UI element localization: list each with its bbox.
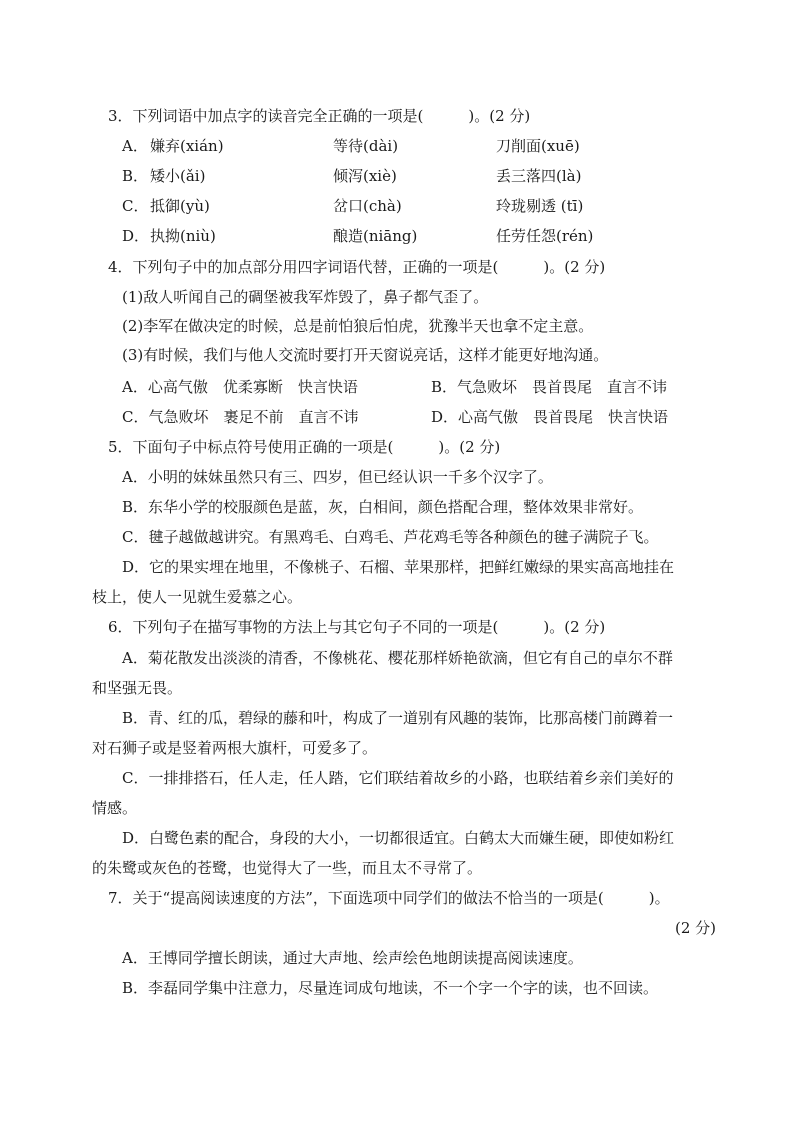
q6-option-b-line2: 对石狮子或是竖着两根大旗杆，可爱多了。: [92, 739, 378, 757]
q6-option-c-line1: C．一排排搭石，任人走，任人踏，它们联结着故乡的小路，也联结着乡亲们美好的: [122, 769, 674, 787]
q3-c-word2: 岔口(chà): [333, 197, 402, 215]
q6-option-b-line1: B．青、红的瓜，碧绿的藤和叶，构成了一道别有风趣的装饰，比那高楼门前蹲着一: [122, 709, 674, 727]
q5-option-a: A．小明的妹妹虽然只有三、四岁，但已经认识一千多个汉字了。: [122, 468, 553, 486]
q4-option-c: C．气急败坏 裹足不前 直言不讳: [122, 408, 359, 426]
q3-c-label: C．: [122, 197, 149, 215]
q7-option-b: B．李磊同学集中注意力，尽量连词成句地读，不一个字一个字的读，也不回读。: [122, 979, 659, 997]
q4-option-d: D．心高气傲 畏首畏尾 快言快语: [431, 408, 669, 426]
q3-d-word2: 酿造(niāng): [333, 227, 418, 245]
q3-c-word1: 抵御(yù): [150, 197, 210, 215]
q6-option-a-line2: 和坚强无畏。: [92, 679, 183, 697]
q6-option-a-line1: A．菊花散发出淡淡的清香，不像桃花、樱花那样娇艳欲滴，但它有自己的卓尔不群: [122, 649, 673, 667]
q5-option-c: C．毽子越做越讲究。有黑鸡毛、白鸡毛、芦花鸡毛等各种颜色的毽子满院子飞。: [122, 528, 659, 546]
q3-d-label: D．: [122, 227, 150, 245]
q3-d-word3: 任劳任怨(rén): [496, 227, 594, 245]
q4-sentence-1: (1)敌人听闻自己的碉堡被我军炸毁了，鼻子都气歪了。: [122, 288, 489, 306]
q6-option-c-line2: 情感。: [92, 799, 138, 817]
q4-option-b: B．气急败坏 畏首畏尾 直言不讳: [431, 378, 668, 396]
q3-b-word1: 矮小(ǎi): [150, 167, 206, 185]
q7-option-a: A．王博同学擅长朗读，通过大声地、绘声绘色地朗读提高阅读速度。: [122, 949, 583, 967]
q5-option-d-line1: D．它的果实埋在地里，不像桃子、石榴、苹果那样，把鲜红嫩绿的果实高高地挂在: [122, 558, 675, 576]
q3-stem: 3．下列词语中加点字的读音完全正确的一项是( )。(2 分): [108, 107, 531, 125]
q3-b-label: B．: [122, 167, 149, 185]
q7-score: (2 分): [674, 919, 716, 937]
q6-stem: 6．下列句子在描写事物的方法上与其它句子不同的一项是( )。(2 分): [108, 618, 606, 636]
q6-option-d-line2: 的朱鹭或灰色的苍鹭，也觉得大了一些，而且太不寻常了。: [92, 859, 483, 877]
q3-a-word1: 嫌弃(xián): [150, 137, 224, 155]
q4-stem: 4．下列句子中的加点部分用四字词语代替，正确的一项是( )。(2 分): [108, 258, 606, 276]
q3-b-word3: 丢三落四(là): [496, 167, 582, 185]
q5-stem: 5．下面句子中标点符号使用正确的一项是( )。(2 分): [108, 438, 501, 456]
q5-option-d-line2: 枝上，使人一见就生爱慕之心。: [92, 588, 303, 606]
q3-c-word3: 玲珑剔透 (tī): [496, 197, 584, 215]
q3-d-word1: 执拗(niù): [150, 227, 216, 245]
q5-option-b: B．东华小学的校服颜色是蓝，灰，白相间，颜色搭配合理，整体效果非常好。: [122, 498, 644, 516]
q3-a-word2: 等待(dài): [333, 137, 399, 155]
q3-a-label: A．: [122, 137, 148, 155]
q4-sentence-2: (2)李军在做决定的时候，总是前怕狼后怕虎，犹豫半天也拿不定主意。: [122, 317, 594, 335]
q4-sentence-3: (3)有时候，我们与他人交流时要打开天窗说亮话，这样才能更好地沟通。: [122, 346, 609, 364]
q4-option-a: A．心高气傲 优柔寡断 快言快语: [122, 378, 358, 396]
q6-option-d-line1: D．白鹭色素的配合，身段的大小，一切都很适宜。白鹤太大而嫌生硬，即使如粉红: [122, 829, 675, 847]
q3-a-word3: 刀削面(xuē): [496, 137, 580, 155]
q7-stem: 7．关于“提高阅读速度的方法”，下面选项中同学们的做法不恰当的一项是( )。: [108, 889, 670, 907]
q3-b-word2: 倾泻(xiè): [333, 167, 397, 185]
